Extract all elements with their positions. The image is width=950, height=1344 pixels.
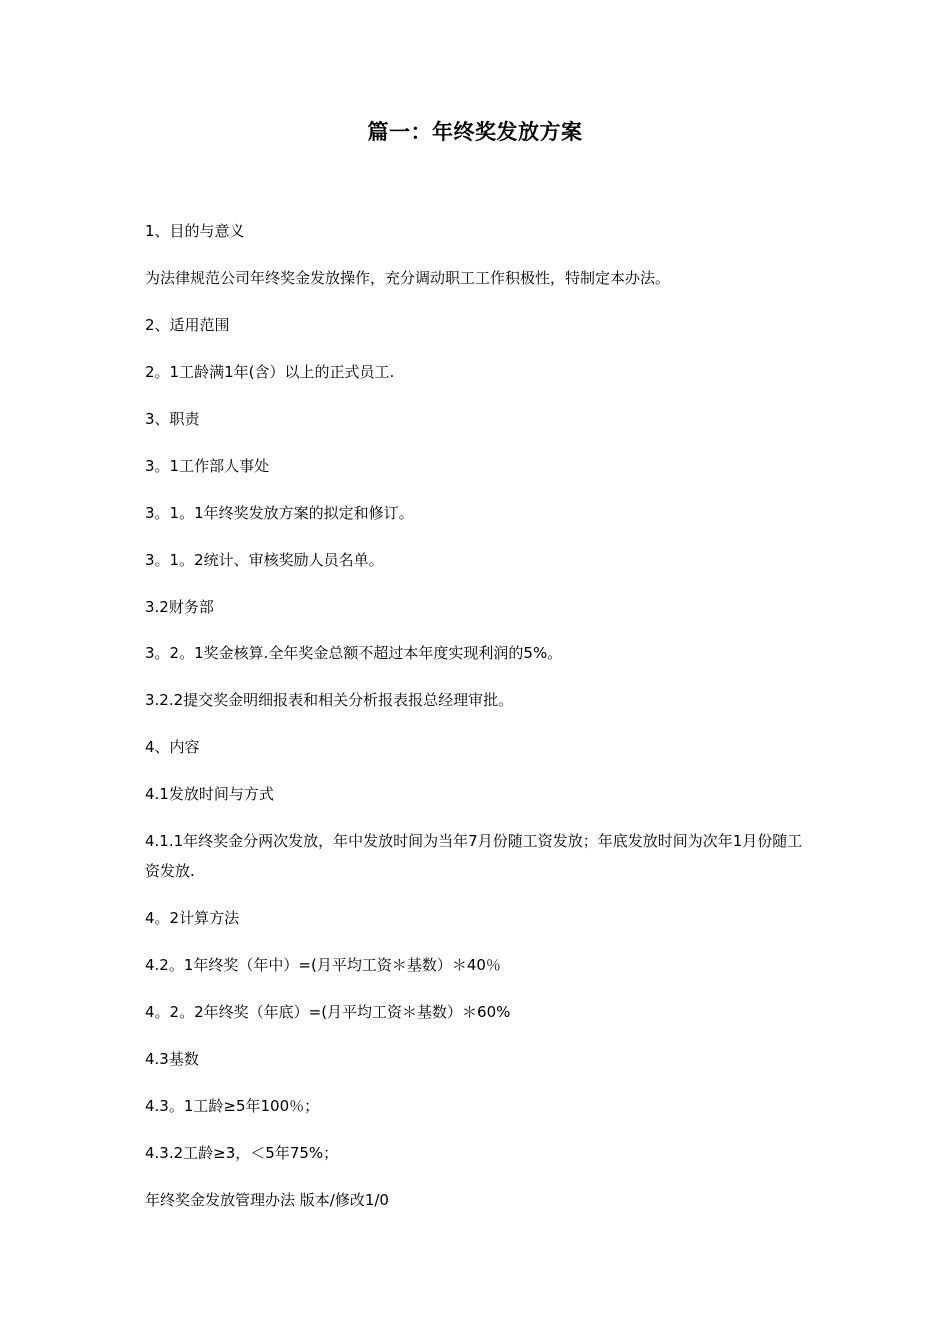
section-heading-purpose: 1、目的与意义 <box>145 222 245 240</box>
paragraph-duties-3-2-1: 3。2。1奖金核算.全年奖金总额不超过本年度实现利润的5%。 <box>145 644 563 662</box>
section-heading-scope: 2、适用范围 <box>145 316 230 334</box>
paragraph-purpose-text: 为法律规范公司年终奖金发放操作，充分调动职工工作积极性，特制定本办法。 <box>145 269 671 287</box>
paragraph-content-4-2: 4。2计算方法 <box>145 909 240 927</box>
paragraph-duties-3-1: 3。1工作部人事处 <box>145 457 270 475</box>
paragraph-duties-3-1-2: 3。1。2统计、审核奖励人员名单。 <box>145 551 384 569</box>
section-heading-duties: 3、职责 <box>145 410 200 428</box>
paragraph-duties-3-1-1: 3。1。1年终奖发放方案的拟定和修订。 <box>145 504 414 522</box>
paragraph-content-4-3: 4.3基数 <box>145 1050 199 1068</box>
paragraph-duties-3-2: 3.2财务部 <box>145 598 214 616</box>
document-title: 篇一：年终奖发放方案 <box>367 120 583 144</box>
paragraph-content-4-2-2: 4。2。2年终奖（年底）=(月平均工资＊基数）＊60% <box>145 1003 511 1021</box>
section-heading-content: 4、内容 <box>145 738 200 756</box>
paragraph-content-4-2-1: 4.2。1年终奖（年中）=(月平均工资＊基数）＊40％ <box>145 956 501 974</box>
document-version-line: 年终奖金发放管理办法 版本/修改1/0 <box>145 1191 389 1209</box>
paragraph-scope-2-1: 2。1工龄满1年(含）以上的正式员工. <box>145 363 395 381</box>
paragraph-duties-3-2-2: 3.2.2提交奖金明细报表和相关分析报表报总经理审批。 <box>145 691 514 709</box>
paragraph-content-4-3-1: 4.3。1工龄≥5年100％； <box>145 1097 320 1115</box>
paragraph-content-4-3-2: 4.3.2工龄≥3，＜5年75%； <box>145 1144 339 1162</box>
paragraph-content-4-1-1: 4.1.1年终奖金分两次发放，年中发放时间为当年7月份随工资发放；年底发放时间为次年1月份随工资发放. <box>145 832 803 880</box>
paragraph-content-4-1: 4.1发放时间与方式 <box>145 785 274 803</box>
